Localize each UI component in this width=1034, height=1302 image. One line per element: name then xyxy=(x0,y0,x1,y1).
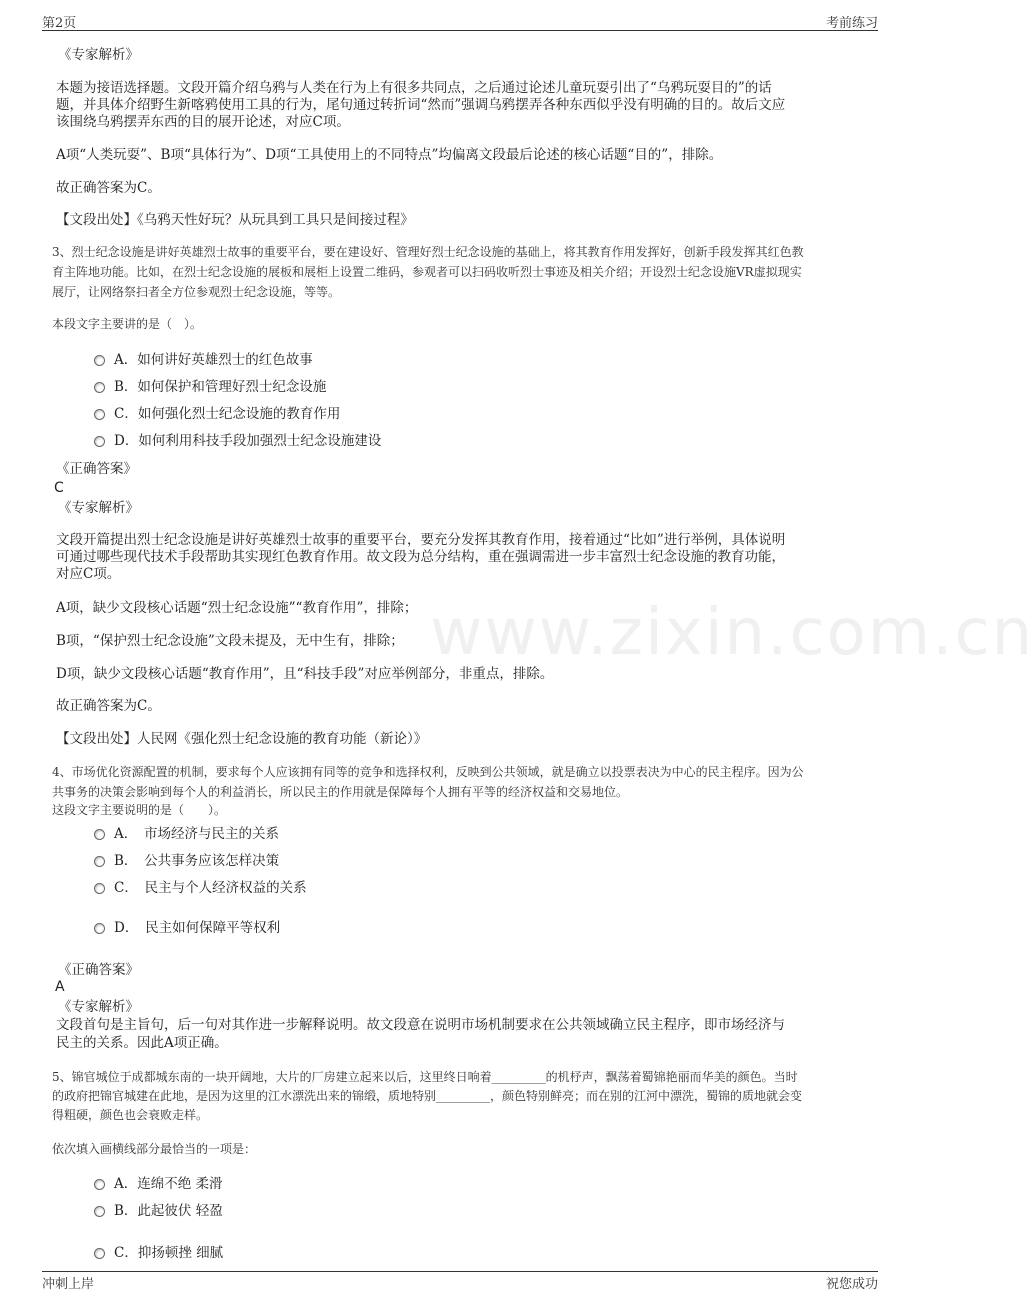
option-d[interactable] xyxy=(94,919,280,937)
radio-icon[interactable] xyxy=(94,883,105,894)
analysis-line: 题，并具体介绍野生新喀鸦使用工具的行为，尾句通过转折词“然而”强调乌鸦摆弄各种东西似乎没有明确的目的。故后文应 xyxy=(56,97,786,113)
analysis-line: A项“人类玩耍”、B项“具体行为”、D项“工具使用上的不同特点”均偏离文段最后论述的核心话题“目的”，排除。 xyxy=(56,147,723,163)
analysis-line: 文段开篇提出烈士纪念设施是讲好英雄烈士故事的重要平台，要充分发挥其教育作用，接着通过“比如”进行举例，具体说明 xyxy=(56,532,786,548)
question-stem-line: 共事务的决策会影响到每个人的利益消长，所以民主的作用就是保障每个人拥有平等的经济权益和交易地位。 xyxy=(52,785,629,799)
conclusion-line: 故正确答案为C。 xyxy=(56,698,161,714)
option-c[interactable] xyxy=(94,879,307,897)
footer-left-text: 冲刺上岸 xyxy=(42,1277,95,1292)
page-number: 第2页 xyxy=(42,16,77,31)
question-prompt: 这段文字主要说明的是（ ）。 xyxy=(52,803,227,817)
header-title: 考前练习 xyxy=(825,16,878,31)
question-prompt: 本段文字主要讲的是（ ）。 xyxy=(52,317,203,331)
expert-analysis-label: 《专家解析》 xyxy=(58,47,139,63)
source-line: 【文段出处】人民网《强化烈士纪念设施的教育功能（新论）》 xyxy=(56,731,428,747)
expert-analysis-label: 《专家解析》 xyxy=(58,500,139,516)
analysis-line: 文段首句是主旨句，后一句对其作进一步解释说明。故文段意在说明市场机制要求在公共领域确立民主程序，即市场经济与 xyxy=(56,1017,785,1033)
option-c[interactable] xyxy=(94,1244,223,1262)
option-c[interactable] xyxy=(94,405,340,423)
option-label: C． 民主与个人经济权益的关系 xyxy=(114,880,307,896)
source-line: 【文段出处】《乌鸦天性好玩？从玩具到工具只是间接过程》 xyxy=(56,212,414,228)
option-label: B．此起彼伏 轻盈 xyxy=(114,1203,223,1219)
radio-icon[interactable] xyxy=(94,382,105,393)
option-label: B．如何保护和管理好烈士纪念设施 xyxy=(114,379,327,395)
option-label: B． 公共事务应该怎样决策 xyxy=(114,853,280,869)
radio-icon[interactable] xyxy=(94,829,105,840)
option-a[interactable] xyxy=(94,351,313,369)
option-label: A．连绵不绝 柔滑 xyxy=(114,1176,223,1192)
question-prompt: 依次填入画横线部分最恰当的一项是： xyxy=(52,1142,257,1156)
analysis-line: 该围绕乌鸦摆弄东西的目的展开论述，对应C项。 xyxy=(56,114,350,130)
option-b[interactable] xyxy=(94,378,326,396)
option-a[interactable] xyxy=(94,1175,223,1193)
radio-icon[interactable] xyxy=(94,856,105,867)
correct-answer-label: 《正确答案》 xyxy=(56,461,137,477)
question-stem-line: 的政府把锦官城建在此地，是因为这里的江水漂洗出来的锦缎，质地特别_________，颜色特别鲜亮；而在别的江河中漂洗，蜀锦的质地就会变 xyxy=(52,1089,803,1103)
footer-right-text: 祝您成功 xyxy=(825,1277,878,1292)
option-label: D．如何利用科技手段加强烈士纪念设施建设 xyxy=(114,433,382,449)
option-b[interactable] xyxy=(94,852,279,870)
radio-icon[interactable] xyxy=(94,923,105,934)
question-stem-line: 得粗硬，颜色也会衰败走样。 xyxy=(52,1108,209,1122)
conclusion-line: 故正确答案为C。 xyxy=(56,180,161,196)
analysis-line: D项，缺少文段核心话题“教育作用”，且“科技手段”对应举例部分，非重点，排除。 xyxy=(56,666,554,682)
option-b[interactable] xyxy=(94,1202,223,1220)
radio-icon[interactable] xyxy=(94,1179,105,1190)
option-d[interactable] xyxy=(94,432,381,450)
analysis-line: 本题为接语选择题。文段开篇介绍乌鸦与人类在行为上有很多共同点，之后通过论述儿童玩耍引出了“乌鸦玩耍目的”的话 xyxy=(56,80,772,96)
option-label: A．如何讲好英雄烈士的红色故事 xyxy=(114,352,313,368)
analysis-line: A项，缺少文段核心话题“烈士纪念设施”“教育作用”，排除； xyxy=(56,600,418,616)
radio-icon[interactable] xyxy=(94,355,105,366)
question-stem-line: 育主阵地功能。比如，在烈士纪念设施的展板和展柜上设置二维码，参观者可以扫码收听烈士事迹及相关介绍；开设烈士纪念设施VR虚拟现实 xyxy=(52,265,802,279)
option-label: A． 市场经济与民主的关系 xyxy=(114,826,279,842)
radio-icon[interactable] xyxy=(94,1206,105,1217)
question-stem-line: 5、锦官城位于成都城东南的一块开阔地，大片的厂房建立起来以后，这里终日响着_________的机杼声，飘荡着蜀锦艳丽而华美的颜色。当时 xyxy=(52,1070,798,1084)
radio-icon[interactable] xyxy=(94,1248,105,1259)
analysis-line: 可通过哪些现代技术手段帮助其实现红色教育作用。故文段为总分结构，重在强调需进一步丰富烈士纪念设施的教育功能， xyxy=(56,549,785,565)
question-stem-line: 3、烈士纪念设施是讲好英雄烈士故事的重要平台，要在建设好、管理好烈士纪念设施的基础上，将其教育作用发挥好，创新手段发挥其红色教 xyxy=(52,245,804,259)
analysis-line: 对应C项。 xyxy=(56,566,121,582)
watermark: www.zixin.com.cn xyxy=(430,596,1034,670)
option-label: C．如何强化烈士纪念设施的教育作用 xyxy=(114,406,341,422)
option-label: C．抑扬顿挫 细腻 xyxy=(114,1245,224,1261)
radio-icon[interactable] xyxy=(94,409,105,420)
analysis-line: B项，“保护烈士纪念设施”文段未提及，无中生有，排除； xyxy=(56,633,404,649)
page-header xyxy=(42,0,878,31)
expert-analysis-label: 《专家解析》 xyxy=(58,999,139,1015)
question-stem-line: 展厅，让网络祭扫者全方位参观烈士纪念设施，等等。 xyxy=(52,285,341,299)
correct-answer: C xyxy=(54,480,64,496)
option-label: D． 民主如何保障平等权利 xyxy=(114,920,281,936)
correct-answer: A xyxy=(55,979,65,995)
analysis-line: 民主的关系。因此A项正确。 xyxy=(56,1035,228,1051)
option-a[interactable] xyxy=(94,825,279,843)
question-stem-line: 4、市场优化资源配置的机制，要求每个人应该拥有同等的竞争和选择权利，反映到公共领域，就是确立以投票表决为中心的民主程序。因为公 xyxy=(52,765,804,779)
page-footer xyxy=(42,1271,878,1302)
radio-icon[interactable] xyxy=(94,436,105,447)
correct-answer-label: 《正确答案》 xyxy=(58,962,139,978)
